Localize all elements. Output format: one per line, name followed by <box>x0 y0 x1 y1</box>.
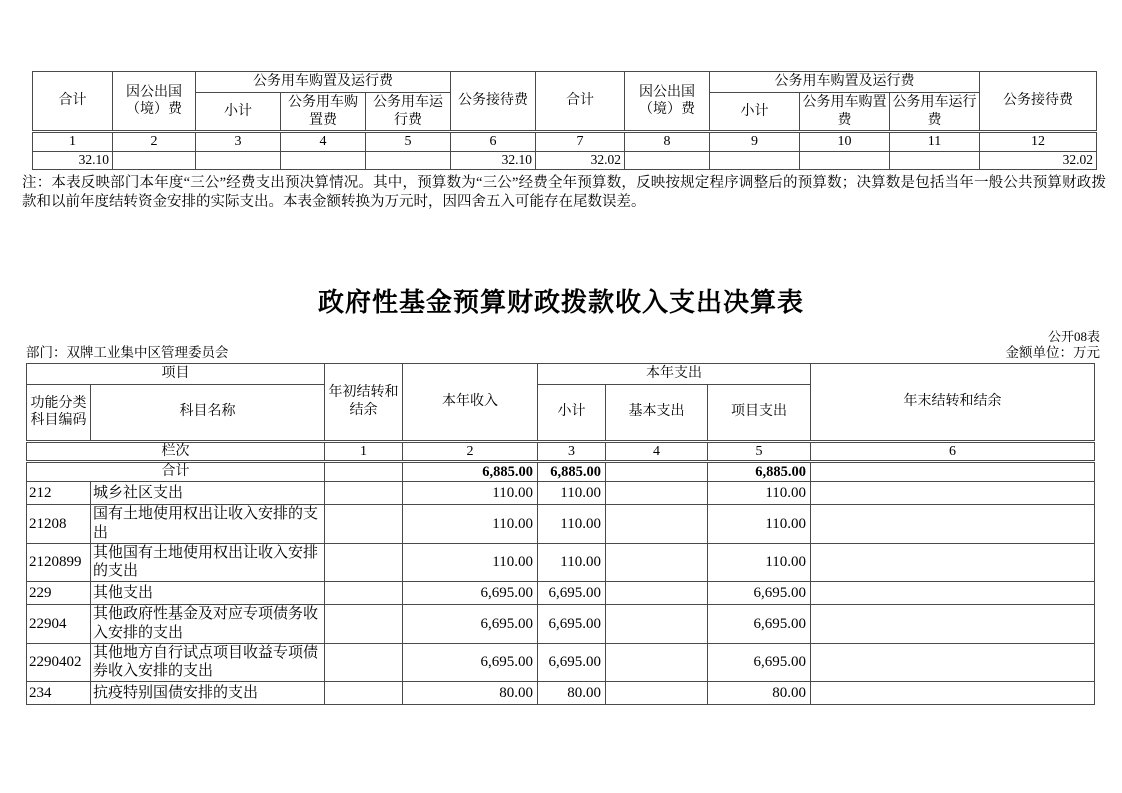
table-row <box>27 643 1095 682</box>
value-cell <box>325 482 403 505</box>
value-cell: 6,695.00 <box>538 605 606 644</box>
value-cell <box>800 152 890 170</box>
header-cell-closing-balance: 年末结转和结余 <box>811 364 1095 442</box>
header-cell-total: 合计 <box>33 72 113 132</box>
value-cell: 32.02 <box>980 152 1097 170</box>
header-cell-reception: 公务接待费 <box>451 72 536 132</box>
value-cell <box>325 543 403 582</box>
value-cell: 110.00 <box>708 482 811 505</box>
value-cell <box>606 643 708 682</box>
sangong-expense-table <box>32 71 1097 170</box>
subject-name-cell: 其他地方自行试点项目收益专项债券收入安排的支出 <box>91 643 325 682</box>
header-cell-subtotal: 小计 <box>538 384 606 441</box>
value-cell <box>325 643 403 682</box>
value-cell: 80.00 <box>708 682 811 705</box>
value-cell: 6,695.00 <box>708 582 811 605</box>
value-cell: 110.00 <box>403 482 538 505</box>
subject-name-cell: 其他政府性基金及对应专项债务收入安排的支出 <box>91 605 325 644</box>
value-cell: 6,695.00 <box>403 605 538 644</box>
header-cell-basic-expense: 基本支出 <box>606 384 708 441</box>
column-number: 3 <box>196 132 281 152</box>
function-code-cell: 229 <box>27 582 91 605</box>
unit-label: 金额单位：万元 <box>1005 345 1100 360</box>
value-cell <box>811 605 1095 644</box>
value-cell <box>606 543 708 582</box>
column-number: 6 <box>451 132 536 152</box>
value-cell <box>606 482 708 505</box>
table-row <box>27 582 1095 605</box>
value-cell <box>811 543 1095 582</box>
value-cell: 110.00 <box>538 543 606 582</box>
header-cell-abroad: 因公出国（境）费 <box>113 72 196 132</box>
column-number: 4 <box>606 441 708 462</box>
gov-fund-budget-table <box>26 363 1095 705</box>
header-cell-subtotal: 小计 <box>710 93 800 132</box>
value-cell: 110.00 <box>538 505 606 544</box>
department-line <box>26 341 1100 361</box>
value-cell <box>890 152 980 170</box>
column-number: 5 <box>708 441 811 462</box>
value-cell: 6,695.00 <box>708 643 811 682</box>
header-cell-vehicle-purchase: 公务用车购置费 <box>800 93 890 132</box>
value-cell <box>281 152 366 170</box>
value-cell <box>811 505 1095 544</box>
value-cell <box>366 152 451 170</box>
value-cell <box>325 682 403 705</box>
header-cell-project-expense: 项目支出 <box>708 384 811 441</box>
header-cell-function-code: 功能分类科目编码 <box>27 384 91 441</box>
value-cell <box>811 462 1095 482</box>
header-cell-opening-balance: 年初结转和结余 <box>325 364 403 442</box>
total-label: 合计 <box>27 462 325 482</box>
header-cell-vehicle-operation: 公务用车运行费 <box>366 93 451 132</box>
header-cell-vehicle-operation: 公务用车运行费 <box>890 93 980 132</box>
value-cell: 110.00 <box>538 482 606 505</box>
value-cell <box>325 505 403 544</box>
value-cell <box>710 152 800 170</box>
value-cell <box>811 682 1095 705</box>
subject-name-cell: 抗疫特别国债安排的支出 <box>91 682 325 705</box>
column-number: 10 <box>800 132 890 152</box>
value-cell: 110.00 <box>708 543 811 582</box>
column-number: 2 <box>113 132 196 152</box>
column-number-row <box>33 132 1097 152</box>
header-cell-current-income: 本年收入 <box>403 364 538 442</box>
table-code-label: 公开08表 <box>1047 329 1100 344</box>
total-row <box>27 462 1095 482</box>
value-cell <box>811 582 1095 605</box>
value-cell: 110.00 <box>708 505 811 544</box>
header-cell-vehicle-group: 公务用车购置及运行费 <box>196 72 451 93</box>
value-row <box>33 152 1097 170</box>
value-cell <box>606 462 708 482</box>
column-number: 6 <box>811 441 1095 462</box>
value-cell <box>325 582 403 605</box>
value-cell: 110.00 <box>403 543 538 582</box>
header-cell-subtotal: 小计 <box>196 93 281 132</box>
function-code-cell: 2290402 <box>27 643 91 682</box>
department-label: 部门：双牌工业集中区管理委员会 <box>26 345 229 360</box>
function-code-cell: 234 <box>27 682 91 705</box>
column-number: 7 <box>536 132 625 152</box>
column-number: 11 <box>890 132 980 152</box>
header-cell-total: 合计 <box>536 72 625 132</box>
column-number: 8 <box>625 132 710 152</box>
value-cell <box>606 505 708 544</box>
function-code-cell: 21208 <box>27 505 91 544</box>
column-number: 9 <box>710 132 800 152</box>
value-cell: 6,885.00 <box>538 462 606 482</box>
function-code-cell: 212 <box>27 482 91 505</box>
subject-name-cell: 其他国有土地使用权出让收入安排的支出 <box>91 543 325 582</box>
value-cell: 32.10 <box>33 152 113 170</box>
value-cell: 6,885.00 <box>403 462 538 482</box>
table-row <box>27 605 1095 644</box>
value-cell: 32.10 <box>451 152 536 170</box>
value-cell <box>606 682 708 705</box>
value-cell <box>811 482 1095 505</box>
table-row <box>33 72 1097 93</box>
header-cell-reception: 公务接待费 <box>980 72 1097 132</box>
value-cell <box>325 462 403 482</box>
subject-name-cell: 国有土地使用权出让收入安排的支出 <box>91 505 325 544</box>
value-cell <box>196 152 281 170</box>
value-cell: 6,885.00 <box>708 462 811 482</box>
table-note: 注：本表反映部门本年度“三公”经费支出预决算情况。其中，预算数为“三公”经费全年预算数，反映按规定程序调整后的预算数；决算数是包括当年一般公共预算财政拨款和以前年度结转资金安排的实际支出。本表金额转换为万元时，因四舍五入可能存在尾数误差。 <box>22 175 1106 210</box>
subject-name-cell: 城乡社区支出 <box>91 482 325 505</box>
column-number: 1 <box>325 441 403 462</box>
header-cell-vehicle-purchase: 公务用车购置费 <box>281 93 366 132</box>
header-cell-subject-name: 科目名称 <box>91 384 325 441</box>
subject-name-cell: 其他支出 <box>91 582 325 605</box>
header-cell-vehicle-group: 公务用车购置及运行费 <box>710 72 980 93</box>
column-number: 12 <box>980 132 1097 152</box>
value-cell: 6,695.00 <box>708 605 811 644</box>
header-cell-current-expense: 本年支出 <box>538 364 811 385</box>
value-cell: 6,695.00 <box>538 582 606 605</box>
value-cell <box>811 643 1095 682</box>
column-number: 2 <box>403 441 538 462</box>
column-number: 5 <box>366 132 451 152</box>
function-code-cell: 22904 <box>27 605 91 644</box>
value-cell: 6,695.00 <box>403 582 538 605</box>
column-number: 3 <box>538 441 606 462</box>
table-row <box>27 505 1095 544</box>
column-number: 4 <box>281 132 366 152</box>
value-cell <box>606 605 708 644</box>
column-number-row <box>27 441 1095 462</box>
value-cell: 6,695.00 <box>403 643 538 682</box>
table-row <box>27 682 1095 705</box>
function-code-cell: 2120899 <box>27 543 91 582</box>
value-cell: 80.00 <box>403 682 538 705</box>
column-number: 1 <box>33 132 113 152</box>
header-cell-abroad: 因公出国（境）费 <box>625 72 710 132</box>
header-cell-project: 项目 <box>27 364 325 385</box>
value-cell <box>625 152 710 170</box>
value-cell <box>325 605 403 644</box>
value-cell: 6,695.00 <box>538 643 606 682</box>
page-title: 政府性基金预算财政拨款收入支出决算表 <box>317 288 804 317</box>
value-cell <box>113 152 196 170</box>
table-row <box>27 364 1095 385</box>
value-cell: 32.02 <box>536 152 625 170</box>
table-row <box>27 482 1095 505</box>
table-row <box>27 543 1095 582</box>
value-cell <box>606 582 708 605</box>
value-cell: 80.00 <box>538 682 606 705</box>
value-cell: 110.00 <box>403 505 538 544</box>
lanci-label: 栏次 <box>27 441 325 462</box>
